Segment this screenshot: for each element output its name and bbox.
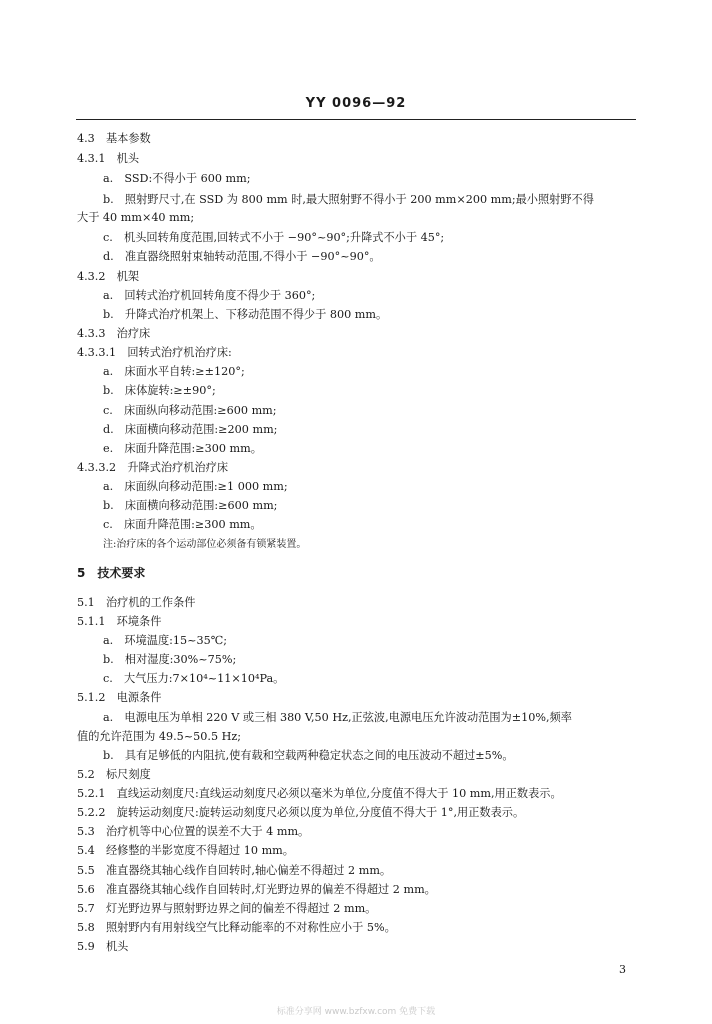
list-item: a. 床面纵向移动范围:≥1 000 mm; (103, 480, 288, 493)
list-item: c. 机头回转角度范围,回转式不小于 −90°~90°;升降式不小于 45°; (103, 231, 445, 244)
subsection-heading: 5.1.2 电源条件 (77, 691, 162, 704)
list-item: d. 床面横向移动范围:≥200 mm; (103, 423, 278, 436)
clause: 5.3 治疗机等中心位置的误差不大于 4 mm。 (77, 825, 310, 838)
list-item: c. 床面升降范围:≥300 mm。 (103, 518, 262, 531)
standard-code: YY 0096—92 (305, 96, 407, 111)
list-item: b. 相对湿度:30%~75%; (103, 653, 237, 666)
chapter-heading: 5 技术要求 (77, 566, 146, 580)
clause: 5.4 经修整的半影宽度不得超过 10 mm。 (77, 844, 294, 857)
section-heading: 5.1 治疗机的工作条件 (77, 596, 196, 609)
list-item: a. 电源电压为单相 220 V 或三相 380 V,50 Hz,正弦波,电源电压允许波动范围为±10%,频率 (103, 711, 572, 724)
subsection-heading: 4.3.3 治疗床 (77, 327, 151, 340)
list-item: b. 升降式治疗机架上、下移动范围不得少于 800 mm。 (103, 308, 388, 321)
clause: 5.5 准直器绕其轴心线作自回转时,轴心偏差不得超过 2 mm。 (77, 864, 392, 877)
list-item: b. 床体旋转:≥±90°; (103, 384, 216, 397)
list-item: b. 床面横向移动范围:≥600 mm; (103, 499, 278, 512)
page-header (76, 94, 636, 124)
list-item: d. 准直器绕照射束轴转动范围,不得小于 −90°~90°。 (103, 250, 381, 263)
list-item: b. 具有足够低的内阻抗,使有载和空载两种稳定状态之间的电压波动不超过±5%。 (103, 749, 514, 762)
list-item: a. SSD:不得小于 600 mm; (103, 172, 251, 185)
subsection-heading: 4.3.3.1 回转式治疗机治疗床: (77, 346, 232, 359)
subsection-heading: 4.3.1 机头 (77, 152, 140, 165)
clause: 5.2.2 旋转运动刻度尺:旋转运动刻度尺必须以度为单位,分度值不得大于 1°,用正数表示。 (77, 806, 525, 819)
list-item: a. 床面水平自转:≥±120°; (103, 365, 245, 378)
subsection-heading: 4.3.2 机架 (77, 270, 140, 283)
clause: 5.8 照射野内有用射线空气比释动能率的不对称性应小于 5%。 (77, 921, 396, 934)
list-item: c. 床面纵向移动范围:≥600 mm; (103, 404, 277, 417)
page-number: 3 (619, 963, 626, 976)
section-heading: 4.3 基本参数 (77, 132, 151, 145)
list-item-continuation: 大于 40 mm×40 mm; (77, 211, 195, 224)
clause: 5.6 准直器绕其轴心线作自回转时,灯光野边界的偏差不得超过 2 mm。 (77, 883, 436, 896)
watermark-text: 标准分享网 www.bzfxw.com 免费下载 (276, 1007, 436, 1017)
note: 注:治疗床的各个运动部位必须备有锁紧装置。 (103, 539, 307, 550)
section-heading: 5.2 标尺刻度 (77, 768, 151, 781)
list-item: a. 环境温度:15~35℃; (103, 634, 228, 647)
list-item: a. 回转式治疗机回转角度不得少于 360°; (103, 289, 316, 302)
list-item: e. 床面升降范围:≥300 mm。 (103, 442, 262, 455)
list-item: b. 照射野尺寸,在 SSD 为 800 mm 时,最大照射野不得小于 200 mm×200 mm;最小照射野不得 (103, 193, 594, 206)
list-item-continuation: 值的允许范围为 49.5~50.5 Hz; (77, 730, 242, 743)
subsection-heading: 4.3.3.2 升降式治疗机治疗床 (77, 461, 229, 474)
clause: 5.2.1 直线运动刻度尺:直线运动刻度尺必须以毫米为单位,分度值不得大于 10 mm,用正数表示。 (77, 787, 562, 800)
clause: 5.7 灯光野边界与照射野边界之间的偏差不得超过 2 mm。 (77, 902, 377, 915)
list-item: c. 大气压力:7×10⁴~11×10⁴Pa。 (103, 672, 285, 685)
header-rule (76, 119, 636, 120)
subsection-heading: 5.1.1 环境条件 (77, 615, 162, 628)
clause: 5.9 机头 (77, 940, 129, 953)
